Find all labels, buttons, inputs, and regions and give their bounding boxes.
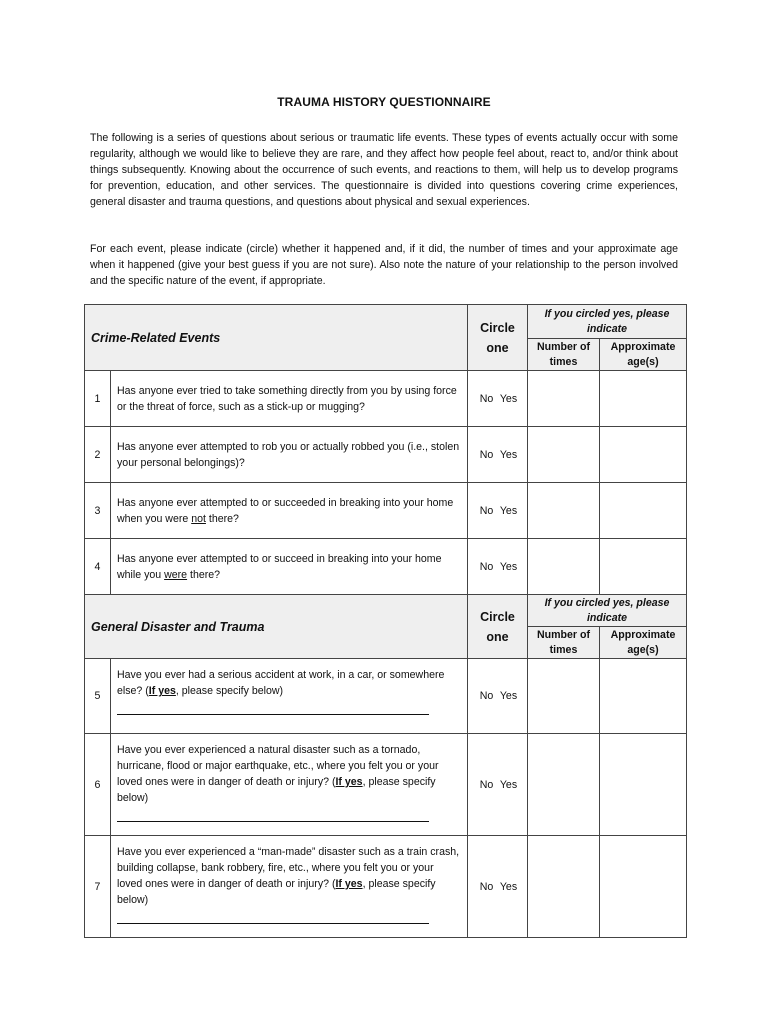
question-row (85, 371, 687, 427)
question-row (85, 539, 687, 595)
approximate-age-cell[interactable] (600, 734, 687, 836)
circle-one-options (468, 483, 528, 539)
question-number: 5 (85, 659, 111, 734)
number-of-times-cell[interactable] (528, 427, 600, 483)
emphasis: were (164, 568, 188, 581)
emphasis: If yes (148, 685, 176, 697)
emphasis: If yes (335, 878, 363, 890)
circle-one-options (468, 371, 528, 427)
section-title: Crime-Related Events (85, 305, 468, 371)
number-of-times-cell[interactable] (528, 836, 600, 938)
number-of-times-header: Number of times (528, 339, 600, 371)
question-number: 4 (85, 539, 111, 595)
approximate-age-header: Approximate age(s) (600, 339, 687, 371)
question-row (85, 427, 687, 483)
intro-paragraph: The following is a series of questions about serious or traumatic life events. These types of events actually occur with some regularity, although we would like to believe they are rare, and they affect how people feel about, react to, and/or think about things subsequently. Knowing about the occurrence of such events, and reactions to them, will help us to develop programs for prevention, education, and other services. The questionnaire is divided into questions covering crime experiences, general disaster and trauma questions, and questions about physical and sexual experiences. (90, 132, 678, 208)
yes-option[interactable]: Yes (499, 778, 518, 791)
approximate-age-cell[interactable] (600, 659, 687, 734)
number-of-times-cell[interactable] (528, 371, 600, 427)
question-text: Has anyone ever attempted to or succeeded in breaking into your home when you were not there? (111, 483, 468, 539)
emphasis: not (191, 512, 206, 525)
specify-line[interactable] (117, 820, 429, 822)
if-yes-header: If you circled yes, please indicate (528, 305, 687, 339)
number-of-times-cell[interactable] (528, 539, 600, 595)
question-row (85, 836, 687, 938)
no-option[interactable]: No (479, 392, 494, 405)
question-number: 1 (85, 371, 111, 427)
circle-one-options (468, 539, 528, 595)
question-number: 3 (85, 483, 111, 539)
yes-option[interactable]: Yes (499, 690, 518, 702)
question-text: Have you ever experienced a “man-made” disaster such as a train crash, building collapse, bank robbery, fire, etc., where you felt you or your loved ones were in danger of death or injury? (If yes, please specify below) (111, 836, 468, 938)
circle-one-header: Circle one (468, 305, 528, 371)
instructions-paragraph: For each event, please indicate (circle) whether it happened and, if it did, the number of times and your approximate age when it happened (give your best guess if you are not sure). Also note the nature of your relationship to the person involved and the specific nature of the event, if appropriate. (90, 243, 678, 287)
question-number: 7 (85, 836, 111, 938)
if-yes-header: If you circled yes, please indicate (528, 595, 687, 627)
number-of-times-cell[interactable] (528, 734, 600, 836)
question-row (85, 483, 687, 539)
no-option[interactable]: No (479, 560, 494, 573)
question-text: Has anyone ever tried to take something directly from you by using force or the threat of force, such as a stick-up or mugging? (111, 371, 468, 427)
approximate-age-header: Approximate age(s) (600, 627, 687, 659)
question-number: 6 (85, 734, 111, 836)
question-text: Have you ever experienced a natural disaster such as a tornado, hurricane, flood or major earthquake, etc., where you felt you or your loved ones were in danger of death or injury? (If yes, please specify below) (111, 734, 468, 836)
approximate-age-cell[interactable] (600, 371, 687, 427)
number-of-times-cell[interactable] (528, 659, 600, 734)
no-option[interactable]: No (479, 448, 494, 461)
section-title: General Disaster and Trauma (85, 595, 468, 659)
no-option[interactable]: No (479, 880, 494, 893)
question-number: 2 (85, 427, 111, 483)
no-option[interactable]: No (479, 778, 494, 791)
approximate-age-cell[interactable] (600, 836, 687, 938)
number-of-times-header: Number of times (528, 627, 600, 659)
number-of-times-cell[interactable] (528, 483, 600, 539)
circle-one-options (468, 734, 528, 836)
question-row (85, 734, 687, 836)
yes-option[interactable]: Yes (499, 504, 518, 517)
circle-one-options (468, 427, 528, 483)
specify-line[interactable] (117, 922, 429, 924)
question-text: Has anyone ever attempted to or succeed in breaking into your home while you were there? (111, 539, 468, 595)
emphasis: If yes (335, 776, 363, 788)
circle-one-options (468, 659, 528, 734)
page-title: TRAUMA HISTORY QUESTIONNAIRE (277, 95, 491, 109)
circle-one-options (468, 836, 528, 938)
question-text: Have you ever had a serious accident at work, in a car, or somewhere else? (If yes, please specify below) (111, 659, 468, 734)
no-option[interactable]: No (479, 504, 494, 517)
specify-line[interactable] (117, 713, 429, 715)
approximate-age-cell[interactable] (600, 427, 687, 483)
yes-option[interactable]: Yes (499, 560, 518, 573)
yes-option[interactable]: Yes (499, 880, 518, 893)
yes-option[interactable]: Yes (499, 448, 518, 461)
circle-one-header: Circle one (468, 595, 528, 659)
approximate-age-cell[interactable] (600, 483, 687, 539)
yes-option[interactable]: Yes (499, 392, 518, 405)
question-row (85, 659, 687, 734)
no-option[interactable]: No (479, 690, 494, 702)
question-text: Has anyone ever attempted to rob you or actually robbed you (i.e., stolen your personal belongings)? (111, 427, 468, 483)
approximate-age-cell[interactable] (600, 539, 687, 595)
questionnaire-table (84, 304, 687, 938)
